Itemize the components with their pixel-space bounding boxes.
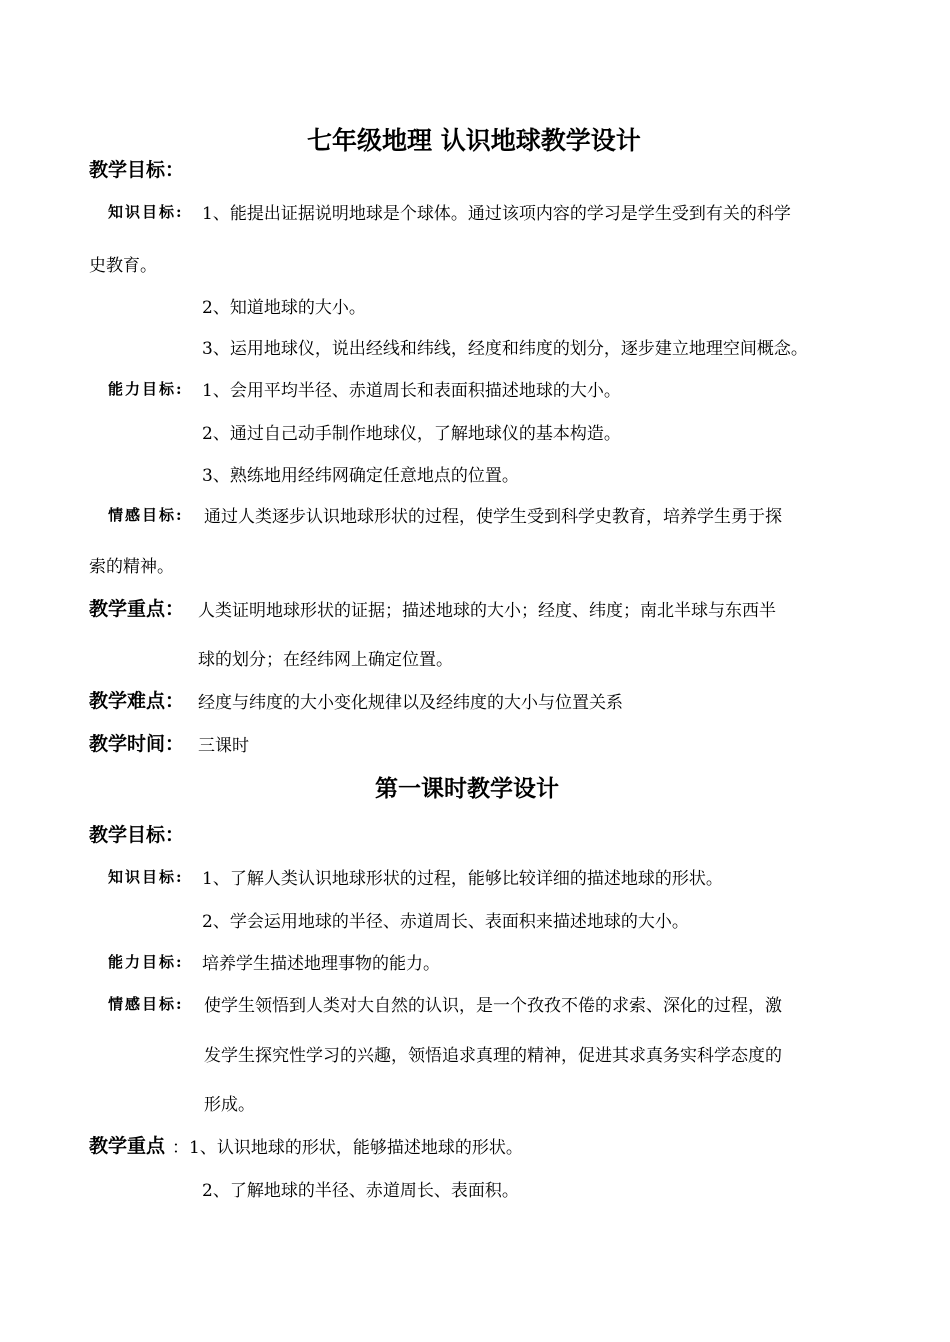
lesson1-focus-item-1: ：1、认识地球的形状，能够描述地球的形状。 [172, 1138, 523, 1158]
focus-text: 人类证明地球形状的证据；描述地球的大小；经度、纬度；南北半球与东西半 [198, 601, 776, 621]
ability-item-3: 3、熟练地用经纬网确定任意地点的位置。 [202, 466, 519, 486]
lesson1-focus-label: 教学重点 [89, 1135, 166, 1157]
time-label: 教学时间： [89, 733, 185, 755]
lesson1-goals-heading: 教学目标： [89, 824, 185, 846]
lesson1-focus-item-2: 2、了解地球的半径、赤道周长、表面积。 [202, 1181, 519, 1201]
document-title: 七年级地理 认识地球教学设计 [307, 126, 641, 155]
lesson1-emotion-text-2: 发学生探究性学习的兴趣，领悟追求真理的精神，促进其求真务实科学态度的 [204, 1046, 782, 1066]
knowledge-label: 知识目标: [108, 203, 184, 221]
lesson1-knowledge-item-1: 1、了解人类认识地球形状的过程，能够比较详细的描述地球的形状。 [202, 869, 723, 889]
focus-text-cont: 球的划分；在经纬网上确定位置。 [198, 650, 453, 670]
ability-item-2: 2、通过自己动手制作地球仪，了解地球仪的基本构造。 [202, 424, 621, 444]
lesson1-title: 第一课时教学设计 [375, 775, 559, 802]
focus-label: 教学重点： [89, 598, 185, 620]
goals-heading: 教学目标： [89, 159, 185, 181]
lesson1-emotion-text-3: 形成。 [204, 1095, 255, 1115]
lesson1-ability-text: 培养学生描述地理事物的能力。 [202, 954, 440, 974]
lesson1-knowledge-item-2: 2、学会运用地球的半径、赤道周长、表面积来描述地球的大小。 [202, 912, 689, 932]
knowledge-item-3: 3、运用地球仪，说出经线和纬线，经度和纬度的划分，逐步建立地理空间概念。 [202, 339, 808, 359]
ability-item-1: 1、会用平均半径、赤道周长和表面积描述地球的大小。 [202, 381, 621, 401]
difficulty-text: 经度与纬度的大小变化规律以及经纬度的大小与位置关系 [198, 693, 623, 713]
lesson1-emotion-text: 使学生领悟到人类对大自然的认识，是一个孜孜不倦的求索、深化的过程，激 [204, 996, 782, 1016]
lesson1-emotion-label: 情感目标: [108, 995, 184, 1013]
difficulty-label: 教学难点： [89, 690, 185, 712]
knowledge-item-1: 1、能提出证据说明地球是个球体。通过该项内容的学习是学生受到有关的科学 [202, 204, 791, 224]
emotion-text-cont: 索的精神。 [89, 557, 174, 577]
lesson1-ability-label: 能力目标: [108, 953, 184, 971]
knowledge-item-2: 2、知道地球的大小。 [202, 298, 366, 318]
emotion-text: 通过人类逐步认识地球形状的过程，使学生受到科学史教育，培养学生勇于探 [204, 507, 782, 527]
emotion-label: 情感目标: [108, 506, 184, 524]
time-text: 三课时 [198, 736, 249, 756]
knowledge-item-1-cont: 史教育。 [89, 256, 157, 276]
ability-label: 能力目标: [108, 380, 184, 398]
lesson1-knowledge-label: 知识目标: [108, 868, 184, 886]
